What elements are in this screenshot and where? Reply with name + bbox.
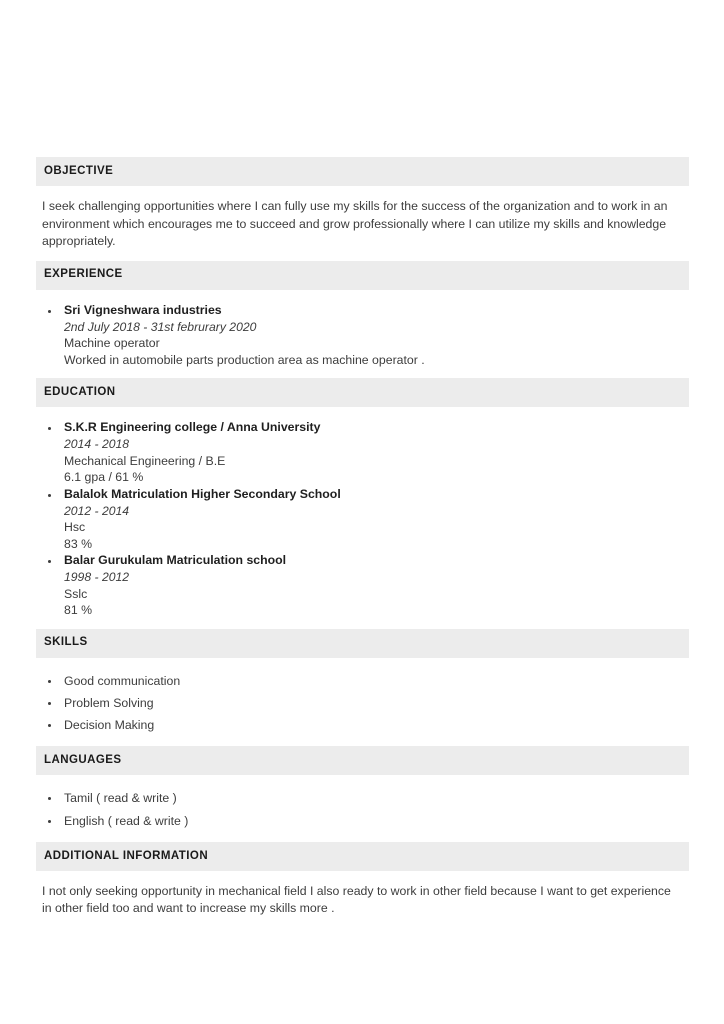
education-institution: S.K.R Engineering college / Anna University [64,420,321,434]
section-languages [36,746,689,842]
section-header-objective [36,157,689,186]
education-result: 81 % [64,603,93,617]
experience-dates: 2nd July 2018 - 31st februrary 2020 [64,319,257,334]
experience-company: Sri Vigneshwara industries [64,302,222,317]
section-title-additional-information: ADDITIONAL INFORMATION [44,849,209,862]
education-entry [42,552,683,619]
section-title-objective: OBJECTIVE [44,164,114,177]
section-additional-information [36,842,689,928]
education-dates: 2014 - 2018 [64,437,130,451]
education-entry [42,486,683,553]
section-header-skills [36,629,689,658]
experience-entry [42,302,683,369]
education-institution: Balar Gurukulam Matriculation school [64,553,287,567]
education-institution: Balalok Matriculation Higher Secondary School [64,486,341,501]
section-title-education: EDUCATION [44,385,116,398]
education-result: 6.1 gpa / 61 % [64,470,144,484]
section-body-objective [36,186,689,261]
section-title-experience: EXPERIENCE [44,268,123,281]
languages-list [42,787,683,832]
section-header-education [36,378,689,407]
section-experience [36,261,689,379]
education-program: Hsc [64,520,86,534]
education-result: 83 % [64,536,93,551]
section-body-experience [36,290,689,379]
education-program: Mechanical Engineering / B.E [64,453,226,468]
skill-item: Good communication [42,670,683,692]
section-skills [36,629,689,747]
education-entry [42,419,683,486]
section-header-languages [36,746,689,775]
top-margin [36,0,688,157]
experience-description: Worked in automobile parts production area as machine operator . [64,352,425,367]
language-item: English ( read & write ) [42,810,683,832]
section-header-experience [36,261,689,290]
education-dates: 1998 - 2012 [64,570,130,584]
education-program: Sslc [64,586,88,601]
experience-role: Machine operator [64,336,160,350]
language-item: Tamil ( read & write ) [42,787,683,809]
additional-information-paragraph: I not only seeking opportunity in mechanical field I also ready to work in other field because I want to get experience in other field too and want to increase my skills more . [42,883,671,916]
section-title-languages: LANGUAGES [44,754,122,767]
education-dates: 2012 - 2014 [64,503,130,518]
section-body-languages [36,775,689,842]
education-list [42,419,683,619]
objective-paragraph: I seek challenging opportunities where I can fully use my skills for the success of the organization and to work in an environment which encourages me to succeed and grow professionally where I can utilize my skills and knowledge appropriately. [42,199,668,248]
skills-list [42,670,683,737]
skill-item: Decision Making [42,714,683,736]
section-header-additional-information [36,842,689,871]
experience-list [42,302,683,369]
section-body-additional-information [36,871,689,928]
section-title-skills: SKILLS [44,636,88,649]
section-body-education [36,407,689,629]
section-body-skills [36,658,689,747]
section-objective [36,157,689,261]
section-education [36,378,689,629]
skill-item: Problem Solving [42,692,683,714]
